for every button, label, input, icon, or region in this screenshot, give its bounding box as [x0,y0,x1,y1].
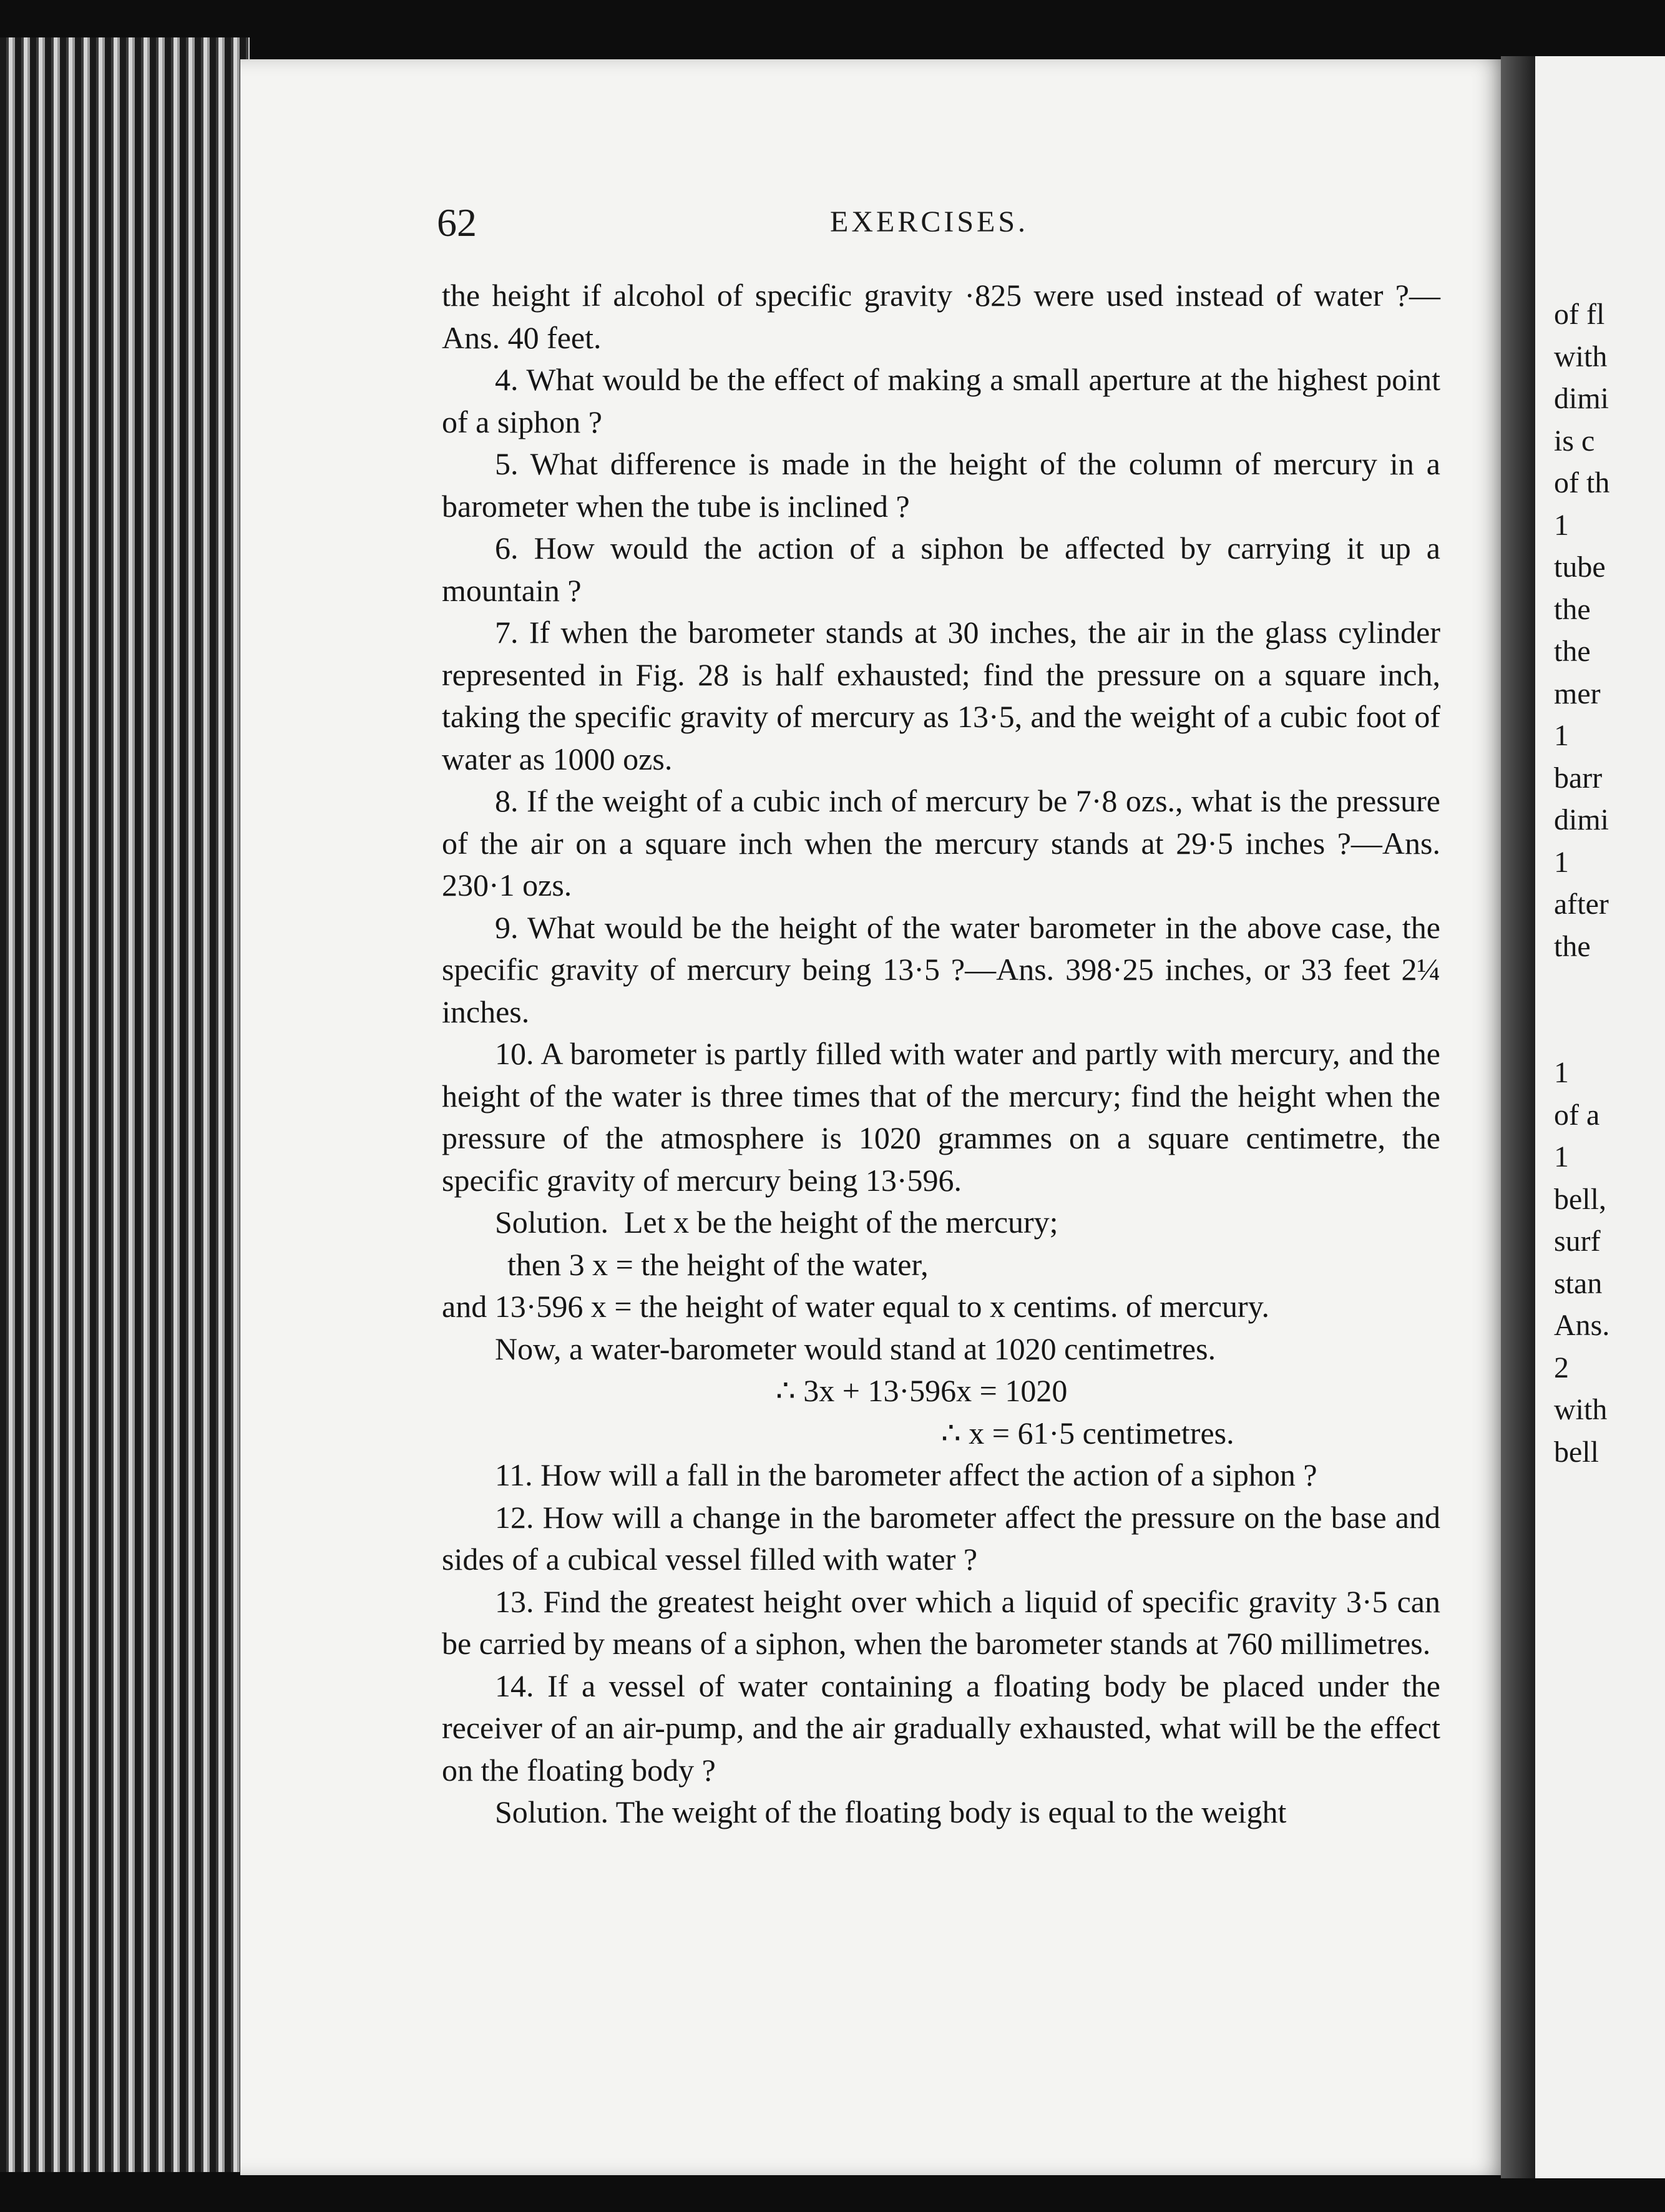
exercise-12: 12. How will a change in the barometer affect the pressure on the base and sides of a cubical vessel filled with water ? [442,1499,1440,1577]
exercise-7: 7. If when the barometer stands at 30 inches, the air in the glass cylinder represented in Fig. 28 is half exhausted; find the pressure on a square inch, taking the specific gravity of mercury as 13·5, and the weight of a cubic foot of water as 1000 ozs. [442,615,1440,776]
book-page-edges [0,37,250,2172]
right-page-line: surf [1554,1225,1601,1258]
right-page-line: after [1554,888,1609,921]
exercise-13: 13. Find the greatest height over which a liquid of specific gravity 3·5 can be carried by means of a siphon, when the barometer stands at 760 millimetres. [442,1583,1440,1661]
right-page-line: bell [1554,1435,1599,1469]
solution-line-3: and 13·596 x = the height of water equal to x centims. of mercury. [442,1289,1269,1324]
running-title: EXERCISES. [830,205,1029,238]
right-page-line [1554,1010,1665,1052]
exercise-14: 14. If a vessel of water containing a floating body be placed under the receiver of an air-pump, and the air gradually exhausted, what will be the effect on the floating body ? [442,1668,1440,1788]
solution-line-4: Now, a water-barometer would stand at 1020 centimetres. [495,1331,1216,1366]
right-page-line: 1 [1554,508,1569,542]
exercise-6: 6. How would the action of a siphon be affected by carrying it up a mountain ? [442,531,1440,608]
right-page-line: 1 [1554,1056,1569,1089]
right-page-text-fragments [1554,293,1665,1473]
page-header [437,200,1423,250]
right-page-line: with [1554,340,1608,373]
right-page-line: the [1554,929,1591,963]
solution-equation-1: ∴ 3x + 13·596x = 1020 [776,1373,1068,1408]
right-page-line [1554,967,1665,1010]
solution-line-1: Solution. Let x be the height of the mercury; [495,1205,1058,1240]
right-page-line: stan [1554,1266,1603,1300]
page-body [442,275,1440,1834]
right-page-line: tube [1554,551,1606,584]
right-page-line: dimi [1554,803,1609,836]
right-page-line: barr [1554,761,1603,795]
book-gutter [1501,56,1535,2178]
exercise-4: 4. What would be the effect of making a small aperture at the highest point of a siphon ? [442,362,1440,439]
exercise-10: 10. A barometer is partly filled with water and partly with mercury, and the height of the water is three times that of the mercury; find the height when the pressure of the atmosphere is 1020 grammes on a square centimetre, the specific gravity of mercury being 13·596. [442,1036,1440,1198]
right-page-line: with [1554,1393,1608,1426]
right-page-line: is c [1554,424,1595,458]
right-page-line: the [1554,592,1591,626]
right-page-line: 1 [1554,1140,1569,1173]
right-page-line: 1 [1554,845,1569,879]
paragraph-continuation: the height if alcohol of specific gravity ·825 were used instead of water ?—Ans. 40 feet. [442,278,1440,355]
page-number: 62 [437,200,477,245]
right-page-line: of a [1554,1098,1600,1132]
right-page-line: dimi [1554,382,1609,415]
right-page-line: 1 [1554,719,1569,752]
right-page-line: Ans. [1554,1309,1610,1342]
solution-equation-2: ∴ x = 61·5 centimetres. [941,1415,1234,1451]
right-page-line: bell, [1554,1182,1606,1216]
exercise-11: 11. How will a fall in the barometer affect the action of a siphon ? [495,1457,1317,1492]
right-page-line: of th [1554,466,1610,499]
exercise-5: 5. What difference is made in the height of the column of mercury in a barometer when the tube is inclined ? [442,446,1440,524]
right-page-line: 2 [1554,1351,1569,1384]
right-page-line: the [1554,635,1591,668]
right-page-line: of fl [1554,298,1605,331]
solution-line-2: then 3 x = the height of the water, [507,1246,929,1282]
exercise-9: 9. What would be the height of the water barometer in the above case, the specific gravity of mercury being 13·5 ?—Ans. 398·25 inches, or 33 feet 2¼ inches. [442,909,1440,1029]
right-page-line: mer [1554,677,1601,710]
exercise-8: 8. If the weight of a cubic inch of mercury be 7·8 ozs., what is the pressure of the air on a square inch when the mercury stands at 29·5 inches ?—Ans. 230·1 ozs. [442,783,1440,903]
solution-last-line: Solution. The weight of the floating body is equal to the weight [495,1794,1287,1829]
